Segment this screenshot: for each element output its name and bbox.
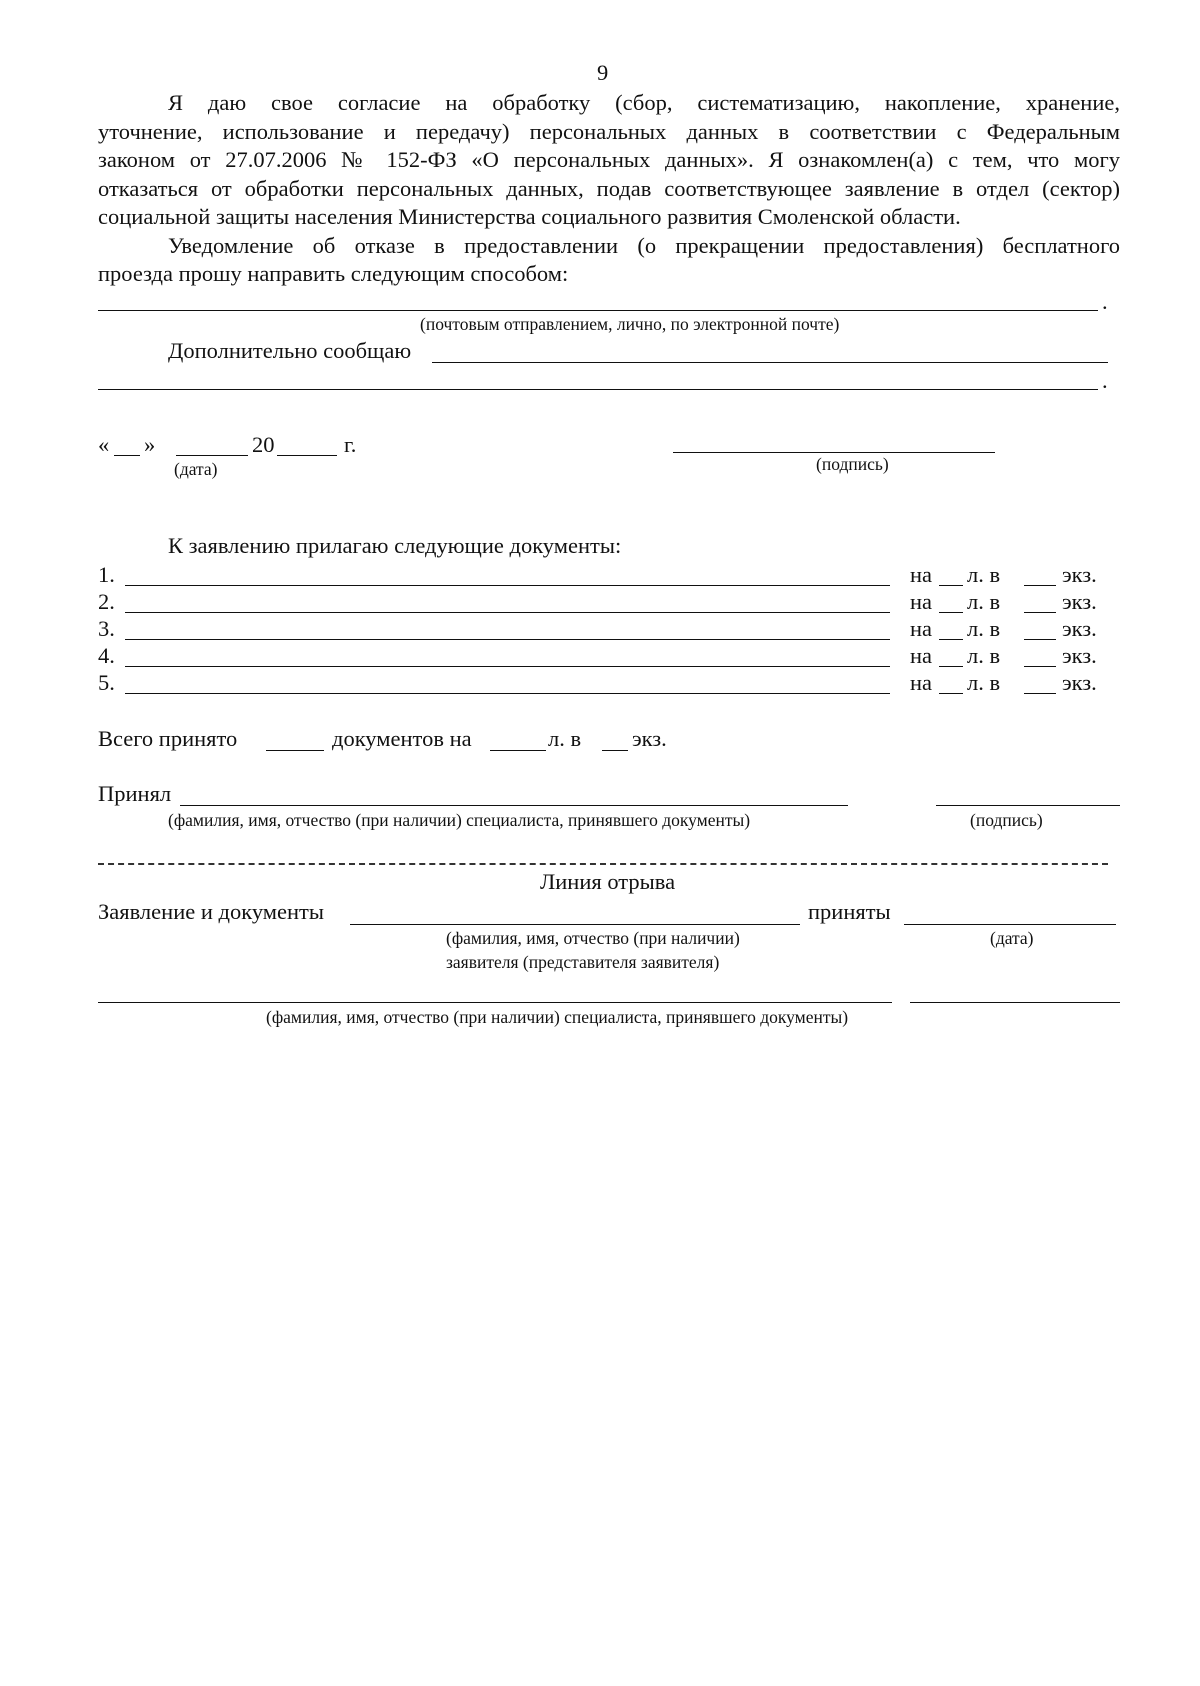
- attachment-copies-field[interactable]: [1024, 585, 1056, 586]
- date-close-quote: »: [144, 432, 156, 457]
- receipt-date-field[interactable]: [904, 924, 1116, 925]
- attachment-name-field[interactable]: [125, 666, 890, 667]
- attachment-ekz: экз.: [1062, 616, 1097, 641]
- attachment-na: на: [910, 562, 933, 587]
- date-month-field[interactable]: [176, 455, 248, 456]
- receipt-signature-field[interactable]: [910, 1002, 1120, 1003]
- date-year-prefix: 20: [252, 432, 275, 457]
- attachment-copies-field[interactable]: [1024, 612, 1056, 613]
- total-copies-field[interactable]: [602, 750, 628, 751]
- consent-line-3: законом от 27.07.2006 № 152-ФЗ «О персональных данных». Я ознакомлен(а) с тем, что могу: [98, 147, 1120, 172]
- additional-end-dot: .: [1102, 368, 1108, 393]
- attachment-ekz: экз.: [1062, 562, 1097, 587]
- notification-method-field[interactable]: [98, 310, 1098, 311]
- attachment-number: 5.: [98, 670, 115, 695]
- attachment-pages-field[interactable]: [939, 693, 963, 694]
- attachment-l-v: л. в: [967, 589, 1001, 614]
- accepted-label: Принял: [98, 781, 172, 806]
- signature-caption: (подпись): [816, 454, 889, 474]
- receipt-label: Заявление и документы: [98, 899, 324, 924]
- receipt-specialist-field[interactable]: [98, 1002, 892, 1003]
- attachment-pages-field[interactable]: [939, 612, 963, 613]
- total-l-v: л. в: [548, 726, 582, 751]
- consent-line-5: социальной защиты населения Министерства социального развития Смоленской области.: [98, 204, 961, 229]
- accepted-specialist-field[interactable]: [180, 805, 848, 806]
- total-pages-field[interactable]: [490, 750, 546, 751]
- receipt-applicant-caption-2: заявителя (представителя заявителя): [446, 952, 720, 972]
- attachment-na: на: [910, 616, 933, 641]
- attachment-pages-field[interactable]: [939, 666, 963, 667]
- attachment-na: на: [910, 589, 933, 614]
- attachment-l-v: л. в: [967, 562, 1001, 587]
- attachment-number: 2.: [98, 589, 115, 614]
- accepted-specialist-caption: (фамилия, имя, отчество (при наличии) специалиста, принявшего документы): [168, 810, 751, 830]
- consent-line-2: уточнение, использование и передачу) персональных данных в соответствии с Федеральным: [98, 119, 1120, 144]
- attachment-pages-field[interactable]: [939, 585, 963, 586]
- attachment-na: на: [910, 643, 933, 668]
- receipt-specialist-caption: (фамилия, имя, отчество (при наличии) специалиста, принявшего документы): [266, 1007, 849, 1027]
- additional-field-1[interactable]: [432, 362, 1108, 363]
- attachment-name-field[interactable]: [125, 612, 890, 613]
- date-day-field[interactable]: [114, 455, 140, 456]
- date-open-quote: «: [98, 432, 110, 457]
- notification-line-2: проезда прошу направить следующим способом:: [98, 261, 569, 286]
- attachment-name-field[interactable]: [125, 639, 890, 640]
- attachment-ekz: экз.: [1062, 589, 1097, 614]
- notification-method-caption: (почтовым отправлением, лично, по электронной почте): [420, 314, 840, 334]
- receipt-accepted-label: приняты: [808, 899, 891, 924]
- attachment-number: 3.: [98, 616, 115, 641]
- tear-line: [98, 863, 1108, 865]
- receipt-applicant-field[interactable]: [350, 924, 800, 925]
- accepted-signature-caption: (подпись): [970, 810, 1043, 830]
- consent-line-4: отказаться от обработки персональных данных, подав соответствующее заявление в отдел (сектор): [98, 176, 1120, 201]
- attachment-na: на: [910, 670, 933, 695]
- total-label: Всего принято: [98, 726, 238, 751]
- date-year-suffix: г.: [344, 432, 357, 457]
- attachments-intro: К заявлению прилагаю следующие документы:: [168, 533, 622, 558]
- receipt-applicant-caption-1: (фамилия, имя, отчество (при наличии): [446, 928, 740, 948]
- attachment-name-field[interactable]: [125, 585, 890, 586]
- receipt-date-caption: (дата): [990, 928, 1034, 948]
- attachment-l-v: л. в: [967, 643, 1001, 668]
- attachment-l-v: л. в: [967, 616, 1001, 641]
- attachment-copies-field[interactable]: [1024, 693, 1056, 694]
- attachment-ekz: экз.: [1062, 670, 1097, 695]
- date-year-field[interactable]: [277, 455, 337, 456]
- additional-field-2[interactable]: [98, 389, 1098, 390]
- signature-field[interactable]: [673, 452, 995, 453]
- attachment-ekz: экз.: [1062, 643, 1097, 668]
- notification-end-dot: .: [1102, 289, 1108, 314]
- date-caption: (дата): [174, 459, 218, 479]
- additional-label: Дополнительно сообщаю: [168, 338, 412, 363]
- attachment-copies-field[interactable]: [1024, 639, 1056, 640]
- attachment-number: 1.: [98, 562, 115, 587]
- page-number: 9: [597, 60, 609, 85]
- accepted-signature-field[interactable]: [936, 805, 1120, 806]
- attachment-copies-field[interactable]: [1024, 666, 1056, 667]
- total-count-field[interactable]: [266, 750, 324, 751]
- total-documents-on: документов на: [332, 726, 472, 751]
- consent-line-1: Я даю свое согласие на обработку (сбор, систематизацию, накопление, хранение,: [168, 90, 1120, 115]
- attachment-name-field[interactable]: [125, 693, 890, 694]
- tear-line-label: Линия отрыва: [540, 869, 676, 894]
- total-ekz: экз.: [632, 726, 667, 751]
- attachment-l-v: л. в: [967, 670, 1001, 695]
- notification-line-1: Уведомление об отказе в предоставлении (о прекращении предоставления) бесплатного: [168, 233, 1120, 258]
- attachment-number: 4.: [98, 643, 115, 668]
- attachment-pages-field[interactable]: [939, 639, 963, 640]
